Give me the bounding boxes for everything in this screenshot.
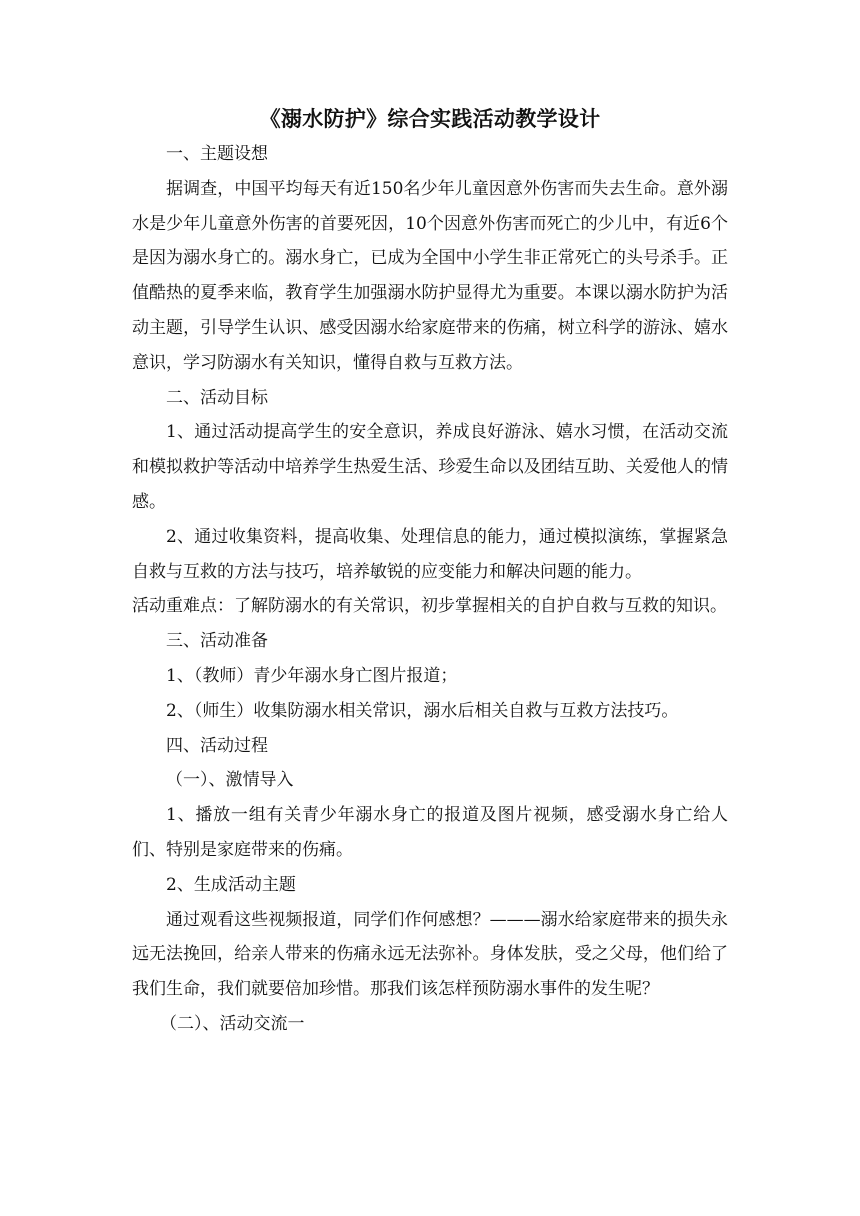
paragraph-theme-body: 据调查，中国平均每天有近150名少年儿童因意外伤害而失去生命。意外溺水是少年儿童意外伤害的首要死因，10个因意外伤害而死亡的少儿中，有近6个是因为溺水身亡的。溺水身亡，已成为全国中小学生非正常死亡的头号杀手。正值酷热的夏季来临，教育学生加强溺水防护显得尤为重要。本课以溺水防护为活动主题，引导学生认识、感受因溺水给家庭带来的伤痛，树立科学的游泳、嬉水意识，学习防溺水有关知识，懂得自救与互救方法。 — [132, 178, 728, 373]
section-heading-process: 四、活动过程 — [166, 735, 268, 756]
section-heading-goals: 二、活动目标 — [166, 387, 268, 408]
subsection-heading-exchange: （二）、活动交流一 — [160, 1013, 305, 1034]
paragraph-key-points: 活动重难点：了解防溺水的有关常识，初步掌握相关的自护自救与互救的知识。 — [132, 596, 727, 617]
document-title: 《溺水防护》综合实践活动教学设计 — [259, 107, 601, 131]
paragraph-reflection: 通过观看这些视频报道，同学们作何感想？———溺水给家庭带来的损失永远无法挽回，给亲人带来的伤痛永远无法弥补。身体发肤，受之父母，他们给了我们生命，我们就要倍加珍惜。那我们该怎样预防溺水事件的发生呢？ — [132, 909, 728, 1000]
section-heading-preparation: 三、活动准备 — [166, 631, 268, 652]
paragraph-prep-2: 2、（师生）收集防溺水相关常识，溺水后相关自救与互救方法技巧。 — [166, 700, 679, 721]
paragraph-process-1: 1、播放一组有关青少年溺水身亡的报道及图片视频，感受溺水身亡给人们、特别是家庭带来的伤痛。 — [132, 805, 728, 860]
document-body — [132, 137, 728, 1042]
subsection-heading-intro: （一）、激情导入 — [166, 770, 294, 791]
section-heading-theme: 一、主题设想 — [166, 144, 268, 164]
paragraph-process-2: 2、生成活动主题 — [166, 874, 296, 895]
paragraph-goal-1: 1、通过活动提高学生的安全意识，养成良好游泳、嬉水习惯，在活动交流和模拟救护等活动中培养学生热爱生活、珍爱生命以及团结互助、关爱他人的情感。 — [132, 422, 728, 512]
paragraph-goal-2: 2、通过收集资料，提高收集、处理信息的能力，通过模拟演练，掌握紧急自救与互救的方法与技巧，培养敏锐的应变能力和解决问题的能力。 — [132, 526, 728, 582]
paragraph-prep-1: 1、（教师）青少年溺水身亡图片报道； — [166, 665, 458, 686]
